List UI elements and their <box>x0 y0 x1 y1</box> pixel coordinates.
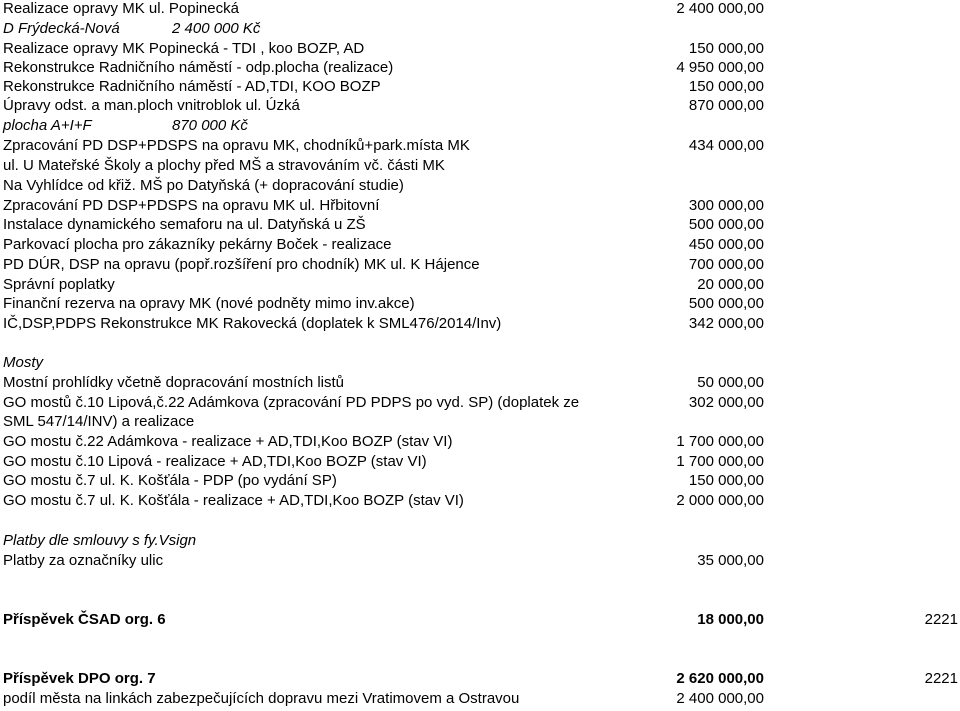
row-description: Správní poplatky <box>3 276 115 293</box>
row-description: Úpravy odst. a man.ploch vnitroblok ul. Úzká <box>3 97 300 114</box>
row-amount: 20 000,00 <box>697 276 764 293</box>
budget-row <box>0 236 960 256</box>
contribution-row-dpo <box>0 670 960 690</box>
row-description: Zpracování PD DSP+PDSPS na opravu MK ul. Hřbitovní <box>3 197 380 214</box>
row-description: GO mostu č.22 Adámkova - realizace + AD,TDI,Koo BOZP (stav VI) <box>3 433 453 450</box>
budget-row <box>0 216 960 236</box>
budget-row <box>0 197 960 217</box>
budget-row <box>0 40 960 60</box>
budget-row <box>0 394 960 414</box>
row-description: Realizace opravy MK Popinecká - TDI , koo BOZP, AD <box>3 40 365 57</box>
row-description: Platby za označníky ulic <box>3 552 164 569</box>
row-amount: 150 000,00 <box>688 472 764 489</box>
row-inline-amount: 870 000 Kč <box>172 117 248 134</box>
row-description: Mostní prohlídky včetně dopracování mostních listů <box>3 374 345 391</box>
section-heading-platby <box>0 532 960 552</box>
budget-row <box>0 276 960 296</box>
row-description: D Frýdecká-Nová <box>3 20 120 37</box>
row-description: GO mostu č.7 ul. K. Košťála - realizace + AD,TDI,Koo BOZP (stav VI) <box>3 492 464 509</box>
section-title: Platby dle smlouvy s fy.Vsign <box>3 532 197 549</box>
budget-row <box>0 59 960 79</box>
row-amount: 4 950 000,00 <box>676 59 764 76</box>
row-description: Realizace opravy MK ul. Popinecká <box>3 0 239 17</box>
budget-row-continuation <box>0 413 960 433</box>
budget-row <box>0 97 960 117</box>
row-code: 2221 <box>924 611 958 628</box>
budget-row <box>0 492 960 512</box>
row-amount: 18 000,00 <box>697 611 764 628</box>
budget-row <box>0 0 960 20</box>
budget-row <box>0 453 960 473</box>
row-description: Parkovací plocha pro zákazníky pekárny Boček - realizace <box>3 236 392 253</box>
budget-row <box>0 295 960 315</box>
budget-subrow <box>0 20 960 40</box>
row-amount: 150 000,00 <box>688 78 764 95</box>
row-description: Příspěvek DPO org. 7 <box>3 670 156 687</box>
budget-row <box>0 472 960 492</box>
row-code: 2221 <box>924 670 958 687</box>
row-amount: 300 000,00 <box>688 197 764 214</box>
row-description: GO mostů č.10 Lipová,č.22 Adámkova (zpracování PD PDPS po vyd. SP) (doplatek ze <box>3 394 580 411</box>
budget-row <box>0 374 960 394</box>
section-title: Mosty <box>3 354 44 371</box>
row-description: Finanční rezerva na opravy MK (nové podněty mimo inv.akce) <box>3 295 415 312</box>
row-description: Rekonstrukce Radničního náměstí - AD,TDI, KOO BOZP <box>3 78 381 95</box>
row-amount: 870 000,00 <box>688 97 764 114</box>
budget-row-continuation <box>0 177 960 197</box>
budget-row <box>0 78 960 98</box>
row-amount: 500 000,00 <box>688 295 764 312</box>
row-amount: 700 000,00 <box>688 256 764 273</box>
row-amount: 1 700 000,00 <box>676 453 764 470</box>
section-heading-mosty <box>0 354 960 374</box>
row-description: podíl města na linkách zabezpečujících dopravu mezi Vratimovem a Ostravou <box>3 690 520 707</box>
row-description: ul. U Mateřské Školy a plochy před MŠ a stravováním vč. části MK <box>3 157 445 174</box>
row-amount: 500 000,00 <box>688 216 764 233</box>
row-amount: 35 000,00 <box>697 552 764 569</box>
row-amount: 50 000,00 <box>697 374 764 391</box>
budget-row <box>0 256 960 276</box>
row-amount: 2 400 000,00 <box>676 690 764 707</box>
row-description: GO mostu č.10 Lipová - realizace + AD,TDI,Koo BOZP (stav VI) <box>3 453 427 470</box>
row-description: plocha A+I+F <box>3 117 92 134</box>
row-description: Na Vyhlídce od křiž. MŠ po Datyňská (+ dopracování studie) <box>3 177 404 194</box>
budget-row <box>0 552 960 572</box>
row-description: Instalace dynamického semaforu na ul. Datyňská u ZŠ <box>3 216 366 233</box>
budget-row <box>0 433 960 453</box>
row-description: SML 547/14/INV) a realizace <box>3 413 195 430</box>
row-amount: 2 400 000,00 <box>676 0 764 17</box>
contribution-row-csad <box>0 611 960 631</box>
row-amount: 150 000,00 <box>688 40 764 57</box>
row-amount: 1 700 000,00 <box>676 433 764 450</box>
budget-row-continuation <box>0 157 960 177</box>
row-description: PD DÚR, DSP na opravu (popř.rozšíření pro chodník) MK ul. K Hájence <box>3 256 480 273</box>
row-amount: 2 620 000,00 <box>676 670 764 687</box>
row-description: Rekonstrukce Radničního náměstí - odp.plocha (realizace) <box>3 59 394 76</box>
row-amount: 450 000,00 <box>688 236 764 253</box>
row-description: GO mostu č.7 ul. K. Košťála - PDP (po vydání SP) <box>3 472 337 489</box>
row-inline-amount: 2 400 000 Kč <box>172 20 261 37</box>
row-amount: 434 000,00 <box>688 137 764 154</box>
row-description: Zpracování PD DSP+PDSPS na opravu MK, chodníků+park.místa MK <box>3 137 470 154</box>
row-amount: 342 000,00 <box>688 315 764 332</box>
budget-row <box>0 137 960 157</box>
row-description: IČ,DSP,PDPS Rekonstrukce MK Rakovecká (doplatek k SML476/2014/Inv) <box>3 315 502 332</box>
row-description: Příspěvek ČSAD org. 6 <box>3 611 166 628</box>
budget-row <box>0 690 960 710</box>
row-amount: 302 000,00 <box>688 394 764 411</box>
row-amount: 2 000 000,00 <box>676 492 764 509</box>
budget-row <box>0 315 960 335</box>
budget-subrow <box>0 117 960 137</box>
